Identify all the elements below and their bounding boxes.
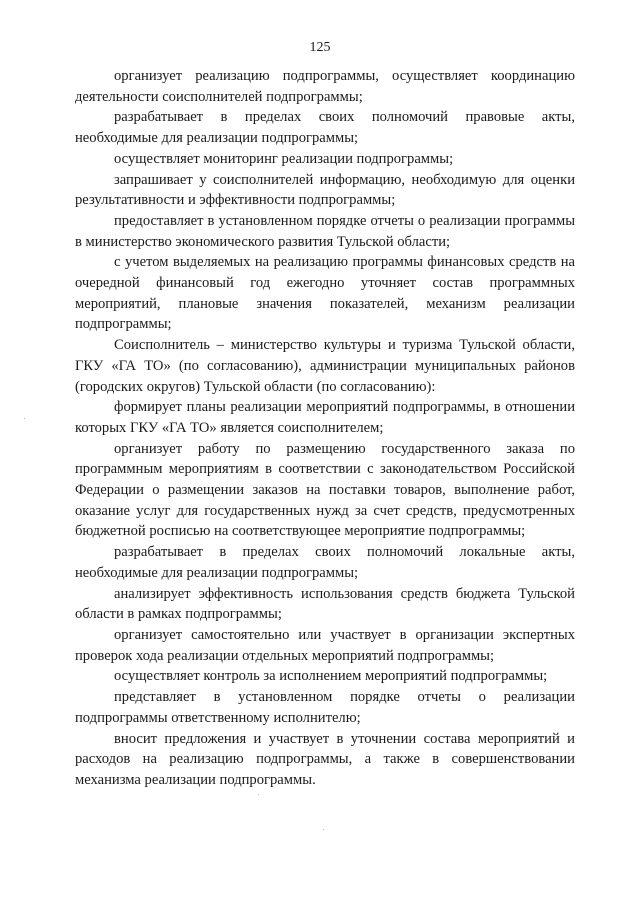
paragraph: Соисполнитель – министерство культуры и туризма Тульской области, ГКУ «ГА ТО» (по согласованию), администрации муниципальных районов (городских округов) Тульской области (по согласованию): [75,337,575,395]
paragraph: формирует планы реализации мероприятий подпрограммы, в отношении которых ГКУ «ГА ТО» является соисполнителем; [75,399,575,436]
paragraph: представляет в установленном порядке отчеты о реализации подпрограммы ответственному исполнителю; [75,689,575,726]
scan-speck [258,794,259,795]
paragraph: с учетом выделяемых на реализацию программы финансовых средств на очередной финансовый год ежегодно уточняет состав программных мероприятий, плановые значения показателей, механизм реализации подпрограммы; [75,254,575,333]
scan-speck [323,829,324,830]
paragraph: вносит предложения и участвует в уточнении состава мероприятий и расходов на реализацию подпрограммы, а также в совершенствовании механизма реализации подпрограммы. [75,730,575,788]
paragraph: организует самостоятельно или участвует в организации экспертных проверок хода реализации отдельных мероприятий подпрограммы; [75,626,575,664]
paragraph: предоставляет в установленном порядке отчеты о реализации программы в министерство экономического развития Тульской области; [75,212,575,250]
paragraph: организует работу по размещению государственного заказа по программным мероприятиям в соответствии с законодательством Российской Федерации о размещении заказов на поставки товаров, выполнение работ, оказание услуг для государственных нужд за счет средств, предусмотренных бюджетной росписью на соответствующее мероприятие подпрограммы; [75,440,575,540]
paragraph: организует реализацию подпрограммы, осуществляет координацию деятельности соисполнителей подпрограммы; [75,68,575,105]
paragraph: осуществляет контроль за исполнением мероприятий подпрограммы; [114,668,548,685]
paragraph: анализирует эффективность использования средств бюджета Тульской области в рамках подпрограммы; [75,585,575,623]
paragraph: запрашивает у соисполнителей информацию, необходимую для оценки результативности и эффективности подпрограммы; [75,171,575,209]
scan-speck [24,418,25,419]
page-number: 125 [309,40,331,55]
document-body [75,66,575,791]
paragraph: разрабатывает в пределах своих полномочий правовые акты, необходимые для реализации подпрограммы; [75,109,575,147]
paragraph: осуществляет мониторинг реализации подпрограммы; [114,150,454,167]
paragraph: разрабатывает в пределах своих полномочий локальные акты, необходимые для реализации подпрограммы; [75,544,575,581]
